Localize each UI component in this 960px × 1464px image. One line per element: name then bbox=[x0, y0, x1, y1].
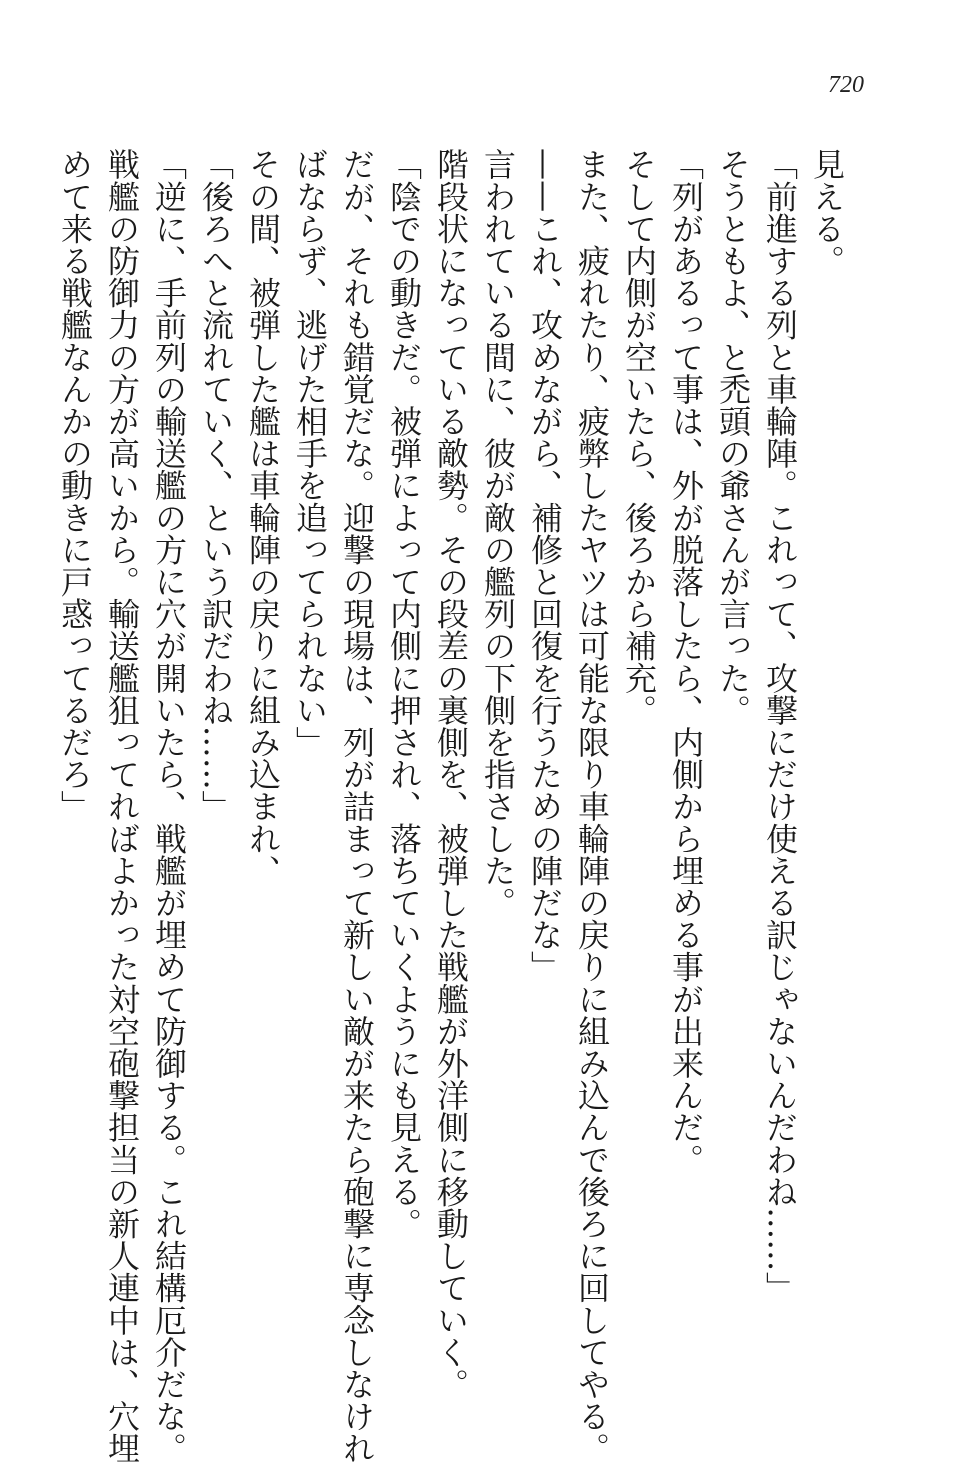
text-line-11: だが、それも錯覚だな。迎撃の現場は、列が詰まって新しい敵が来たら砲撃に専念しなけれ bbox=[338, 148, 376, 1464]
text-line-6: また、疲れたり、疲弊したヤツは可能な限り車輪陣の戻りに組み込んで後ろに回してやる。 bbox=[573, 148, 611, 1464]
text-line-9: 階段状になっている敵勢。その段差の裏側を、被弾した戦艦が外洋側に移動していく。 bbox=[432, 148, 470, 1400]
text-line-14: 「後ろへと流れていく、という訳だわね……」 bbox=[197, 148, 235, 823]
text-line-13: その間、被弾した艦は車輪陣の戻りに組み込まれ、 bbox=[244, 148, 282, 887]
text-line-15: 「逆に、手前列の輸送艦の方に穴が開いたら、戦艦が埋めて防御する。これ結構厄介だな。 bbox=[150, 148, 188, 1464]
text-line-7: ——これ、攻めながら、補修と回復を行うための陣だな」 bbox=[526, 148, 564, 983]
text-line-1: 見える。 bbox=[808, 148, 846, 277]
text-line-3: そうともよ、と禿頭の爺さんが言った。 bbox=[714, 148, 752, 726]
text-line-17: めて来る戦艦なんかの動きに戸惑ってるだろ」 bbox=[56, 148, 94, 823]
text-line-10: 「陰での動きだ。被弾によって内側に押され、落ちていくようにも見える。 bbox=[385, 148, 423, 1240]
text-line-8: 言われている間に、彼が敵の艦列の下側を指さした。 bbox=[479, 148, 517, 919]
text-line-5: そして内側が空いたら、後ろから補充。 bbox=[620, 148, 658, 726]
text-line-4: 「列があるって事は、外が脱落したら、内側から埋める事が出来んだ。 bbox=[667, 148, 705, 1176]
body-text bbox=[56, 148, 850, 1464]
text-line-16: 戦艦の防御力の方が高いから。輸送艦狙ってればよかった対空砲撃担当の新人連中は、穴埋 bbox=[103, 148, 141, 1464]
text-line-12: ばならず、逃げた相手を追ってられない」 bbox=[291, 148, 329, 758]
page-number: 720 bbox=[828, 72, 864, 98]
text-line-2: 「前進する列と車輪陣。これって、攻撃にだけ使える訳じゃないんだわね……」 bbox=[761, 148, 799, 1304]
